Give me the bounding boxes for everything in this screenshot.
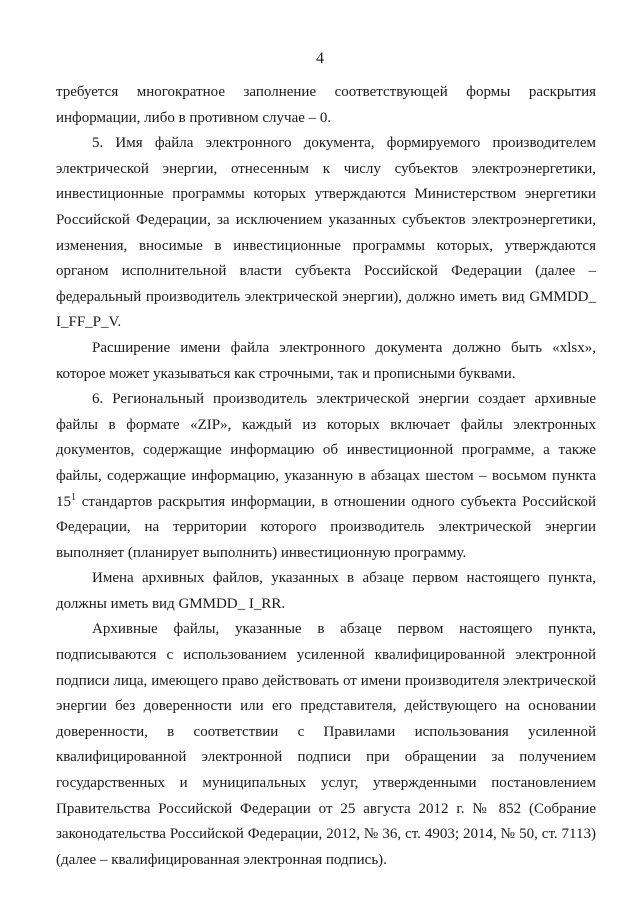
text-line-content: Имена архивных файлов, указанных в абзаце первом настоящего пункта,	[92, 570, 596, 587]
footnote-superscript: 1	[71, 491, 76, 503]
text-line-content: документов, содержащие информацию об инвестиционной программе, а также	[56, 442, 596, 459]
text-line	[56, 592, 596, 618]
text-line-content: энергии без доверенности или его представителя, действующего на основании	[56, 698, 596, 715]
text-line	[56, 566, 596, 592]
text-line-content: I_FF_P_V.	[56, 314, 122, 331]
text-line	[56, 362, 596, 388]
page-number: 4	[316, 50, 324, 67]
text-line	[56, 694, 596, 720]
text-line	[56, 157, 596, 183]
text-line	[56, 745, 596, 771]
text-line	[56, 515, 596, 541]
text-line-content: выполняет (планирует выполнить) инвестиционную программу.	[56, 544, 467, 561]
text-line	[56, 208, 596, 234]
text-line	[56, 797, 596, 823]
text-line	[56, 80, 596, 106]
text-line-content: 5. Имя файла электронного документа, формируемого производителем	[92, 135, 596, 152]
text-line	[56, 413, 596, 439]
text-line-continuation: стандартов раскрытия информации, в отношении одного субъекта Российской	[76, 493, 596, 510]
text-line-content: законодательства Российской Федерации, 2012, № 36, ст. 4903; 2014, № 50, ст. 7113)	[56, 826, 596, 843]
text-line	[56, 848, 596, 874]
text-line-content: Российской Федерации, за исключением указанных субъектов электроэнергетики,	[56, 211, 596, 228]
text-line-content: федеральный производитель электрической энергии), должно иметь вид GMMDD_	[56, 288, 596, 305]
text-line-content: Расширение имени файла электронного документа должно быть «xlsx»,	[92, 339, 596, 356]
document-body	[56, 80, 596, 873]
text-line	[56, 234, 596, 260]
text-line	[56, 106, 596, 132]
text-line-content: Федерации, на территории которого производитель электрической энергии	[56, 519, 596, 536]
text-line-content: государственных и муниципальных услуг, утвержденными постановлением	[56, 775, 596, 792]
text-line	[56, 131, 596, 157]
text-line	[56, 643, 596, 669]
text-line-content: требуется многократное заполнение соответствующей формы раскрытия	[56, 84, 596, 100]
text-line-content: электрической энергии, отнесенным к числу субъектов электроэнергетики,	[56, 160, 596, 177]
text-line	[56, 310, 596, 336]
text-line-content: органом исполнительной власти субъекта Российской Федерации (далее –	[56, 263, 596, 280]
text-line	[56, 438, 596, 464]
text-line-content: информации, либо в противном случае – 0.	[56, 109, 332, 126]
text-line-content: 15	[56, 493, 71, 510]
text-line	[56, 822, 596, 848]
text-line	[56, 617, 596, 643]
text-line-content: (далее – квалифицированная электронная подпись).	[56, 851, 387, 868]
text-line	[56, 259, 596, 285]
text-line-content: доверенности, в соответствии с Правилами использования усиленной	[56, 723, 596, 740]
text-line	[56, 720, 596, 746]
text-line-content: изменения, вносимые в инвестиционные программы которых, утверждаются	[56, 237, 596, 254]
text-line	[56, 464, 596, 490]
text-line-content: инвестиционные программы которых утверждаются Министерством энергетики	[56, 186, 596, 203]
text-line	[56, 490, 596, 516]
text-line-content: файлы, содержащие информацию, указанную в абзацах шестом – восьмом пункта	[56, 467, 596, 484]
text-line-content: Архивные файлы, указанные в абзаце первом настоящего пункта,	[92, 621, 596, 638]
text-line	[56, 336, 596, 362]
text-line	[56, 771, 596, 797]
text-line	[56, 541, 596, 567]
text-line-content: квалифицированной электронной подписи при обращении за получением	[56, 749, 596, 766]
text-line	[56, 285, 596, 311]
text-line-content: которое может указываться как строчными, так и прописными буквами.	[56, 365, 516, 382]
text-line-content: подписи лица, имеющего право действовать от имени производителя электрической	[56, 672, 596, 689]
text-line-content: 6. Региональный производитель электрической энергии создает архивные	[92, 391, 596, 408]
text-line-content: Правительства Российской Федерации от 25 августа 2012 г. № 852 (Собрание	[56, 800, 596, 817]
text-line	[56, 387, 596, 413]
text-line-content: должны иметь вид GMMDD_ I_RR.	[56, 595, 286, 612]
text-line	[56, 669, 596, 695]
text-line	[56, 182, 596, 208]
text-line-content: подписываются с использованием усиленной квалифицированной электронной	[56, 647, 596, 664]
text-line-content: файлы в формате «ZIP», каждый из которых включает файлы электронных	[56, 416, 596, 433]
